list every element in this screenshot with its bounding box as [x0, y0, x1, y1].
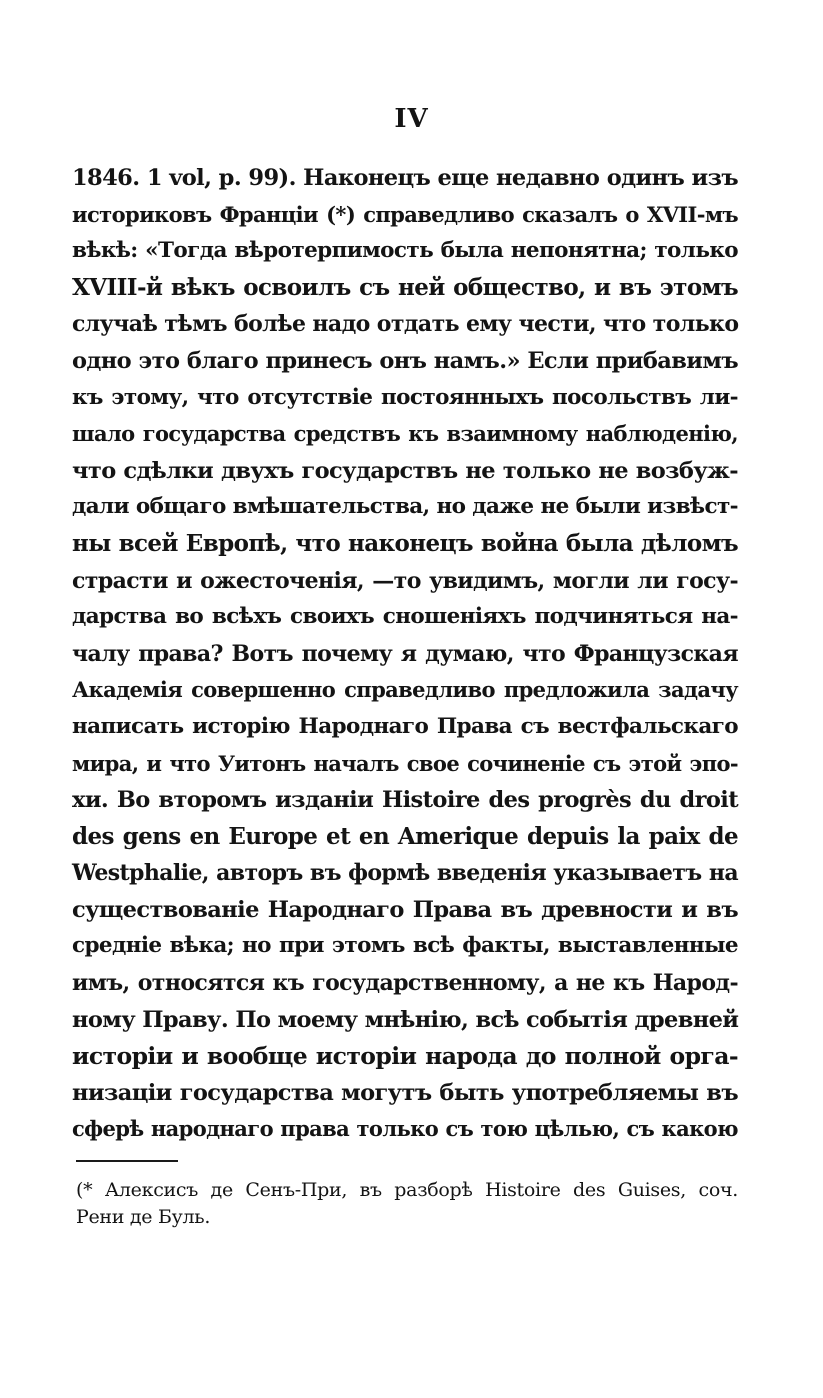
footnote-line: Рени де Буль. — [76, 1206, 211, 1228]
text-line: Westphalie, авторъ въ формѣ введенія указываетъ на — [72, 860, 738, 887]
text-line: имъ, относятся къ государственному, а не къ Народ- — [72, 970, 738, 997]
text-line: XVIII-й вѣкъ освоилъ съ ней общество, и въ этомъ — [72, 273, 738, 301]
text-line: хи. Во второмъ изданіи Histoire des progrès du droit — [72, 787, 738, 814]
text-line: историковъ Франціи (*) справедливо сказалъ о XVII-мъ — [72, 201, 738, 227]
text-line: 1846. 1 vol, p. 99). Наконецъ еще недавно одинъ изъ — [72, 165, 738, 191]
text-line: написать исторію Народнаго Права съ вестфальскаго — [72, 713, 738, 739]
text-line: случаѣ тѣмъ болѣе надо отдать ему чести, что только — [72, 311, 739, 338]
footnote-divider — [76, 1160, 178, 1162]
text-line: ному Праву. По моему мнѣнію, всѣ событія древней — [72, 1006, 739, 1033]
text-line: ны всей Европѣ, что наконецъ война была дѣломъ — [72, 529, 738, 557]
text-line: мира, и что Уитонъ началъ свое сочиненіе съ этой эпо- — [72, 750, 738, 776]
text-line: къ этому, что отсутствіе постоянныхъ посольствъ ли- — [72, 384, 738, 410]
text-line: средніе вѣка; но при этомъ всѣ факты, выставленные — [72, 933, 738, 959]
body-text — [72, 160, 738, 1148]
text-line: исторіи и вообще исторіи народа до полной орга- — [72, 1042, 738, 1071]
text-line: Академія совершенно справедливо предложила задачу — [72, 677, 738, 703]
footnote-line: (* Алексисъ де Сенъ-При, въ разборѣ Histoire des Guises, соч. — [76, 1179, 738, 1201]
text-line: вѣкѣ: «Тогда вѣротерпимость была непонятна; только — [72, 238, 738, 264]
footnote — [76, 1177, 738, 1231]
text-line: сферѣ народнаго права только съ тою цѣлью, съ какою — [72, 1116, 738, 1142]
page-number: IV — [394, 104, 429, 134]
text-line: существованіе Народнаго Права въ древности и въ — [72, 896, 738, 923]
text-line: одно это благо принесъ онъ намъ.» Если прибавимъ — [72, 347, 738, 374]
text-line: чалу права? Вотъ почему я думаю, что Французская — [72, 640, 738, 667]
text-line: дарства во всѣхъ своихъ сношеніяхъ подчиняться на- — [72, 604, 738, 630]
text-line: что сдѣлки двухъ государствъ не только не возбуж- — [72, 457, 738, 484]
text-line: дали общаго вмѣшательства, но даже не были извѣст- — [72, 494, 738, 520]
text-line: страсти и ожесточенія, —то увидимъ, могли ли госу- — [72, 567, 738, 594]
text-line: шало государства средствъ къ взаимному наблюденію, — [72, 421, 738, 447]
text-line: низаціи государства могутъ быть употребляемы въ — [72, 1079, 738, 1106]
text-line: des gens en Europe et en Amerique depuis la paix de — [72, 822, 738, 850]
